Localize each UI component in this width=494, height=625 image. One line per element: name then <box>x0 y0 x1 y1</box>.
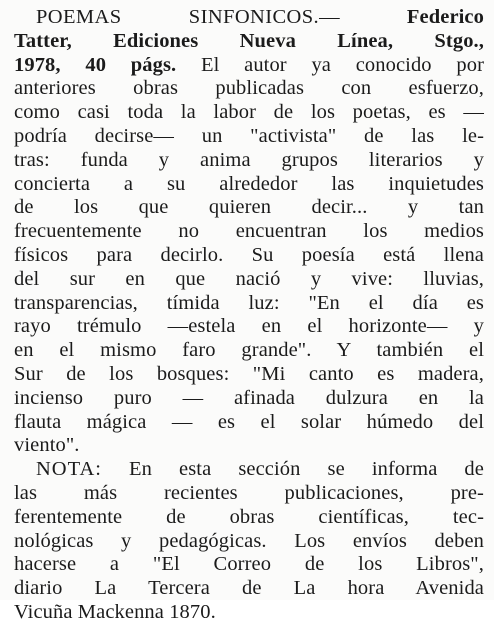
note-line: nológicas y pedagógicas. Los envíos deben <box>14 529 484 552</box>
body-text-start: El autor ya conocido por <box>200 53 484 76</box>
body-line: de los que quieren decir... y tan <box>14 196 484 219</box>
note-line-last: Vicuña Mackenna 1870. <box>14 600 216 623</box>
body-line: frecuentemente no encuentran los medios <box>14 220 484 243</box>
body-line: del sur en que nació y vive: lluvias, <box>14 267 484 290</box>
body-line: incienso puro — afinada dulzura en la <box>14 386 484 409</box>
author-first-name: Federico <box>406 6 484 28</box>
body-line: tras: funda y anima grupos literarios y <box>14 148 484 171</box>
article-heading: POEMAS SINFONICOS.— <box>36 6 340 28</box>
body-line: Sur de los bosques: "Mi canto es madera, <box>14 362 484 385</box>
year-pages: 1978, 40 págs. <box>14 53 177 76</box>
clipping-text-column <box>14 6 484 625</box>
body-line-last: viento". <box>14 434 80 457</box>
author-publisher-line: Tatter, Ediciones Nueva Línea, Stgo., <box>14 29 484 52</box>
note-label: NOTA: <box>36 458 102 481</box>
note-line: hacerse a "El Correo de los Libros", <box>14 553 484 576</box>
note-line: ferentemente de obras científicas, tec- <box>14 505 484 528</box>
body-line: anteriores obras publicadas con esfuerzo, <box>14 77 484 100</box>
note-line: las más recientes publicaciones, pre- <box>14 481 484 504</box>
publication-details-line <box>14 54 484 78</box>
body-line: como casi toda la labor de los poetas, es — <box>14 101 484 124</box>
body-line: físicos para decirlo. Su poesía está llena <box>14 243 484 266</box>
heading-line <box>14 6 484 30</box>
body-line: en el mismo faro grande". Y también el <box>14 339 484 362</box>
note-line: diario La Tercera de La hora Avenida <box>14 577 484 600</box>
body-line: rayo trémulo —estela en el horizonte— y <box>14 315 484 338</box>
body-line: flauta mágica — es el solar húmedo del <box>14 410 484 433</box>
body-line: concierta a su alrededor las inquietudes <box>14 172 484 195</box>
body-line: podría decirse— un "activista" de las le- <box>14 124 484 147</box>
body-line: transparencias, tímida luz: "En el día es <box>14 291 484 314</box>
note-text-start: En esta sección se informa de <box>129 458 484 481</box>
note-first-line <box>14 458 484 482</box>
